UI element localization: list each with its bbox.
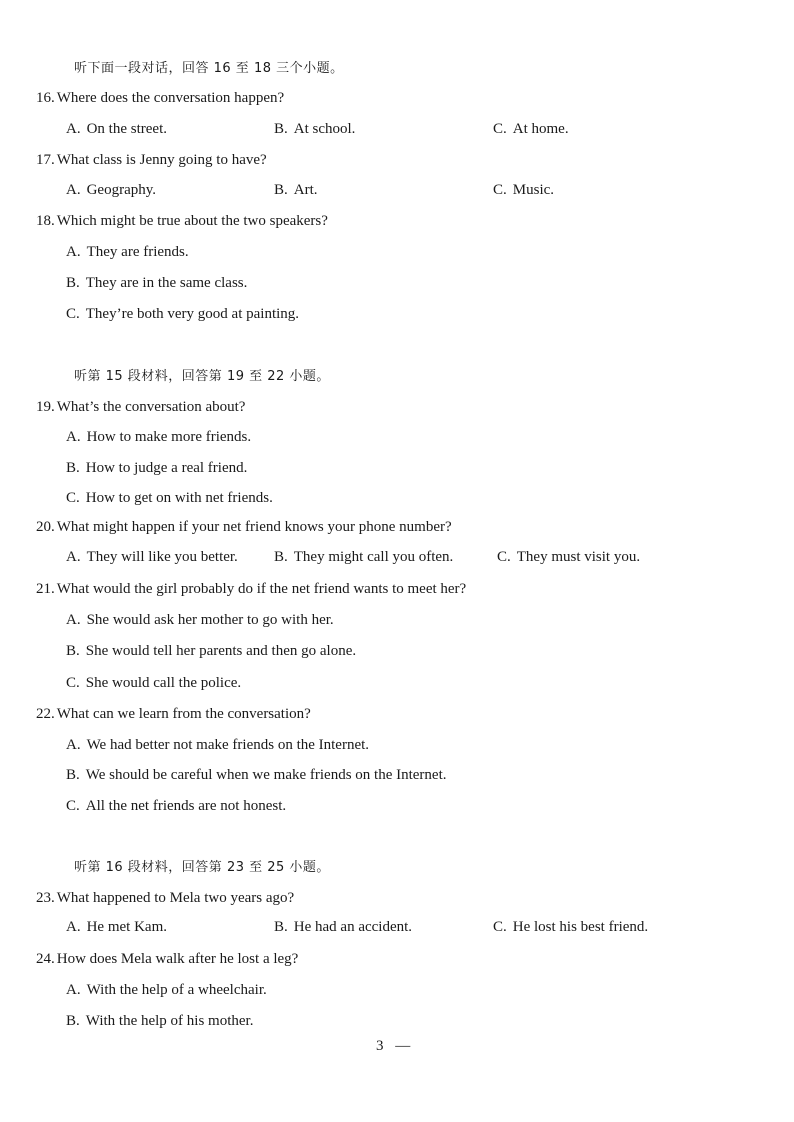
question-text: Where does the conversation happen? [56,90,285,106]
option-23c [493,918,648,936]
option-text: They are in the same class. [85,275,248,291]
question-18 [36,212,328,230]
option-text: All the net friends are not honest. [85,798,287,814]
option-text: She would tell her parents and then go alone. [85,643,357,659]
option-18c [66,305,299,323]
question-number: 19. [36,399,55,415]
option-20a [66,548,238,566]
question-text: How does Mela walk after he lost a leg? [56,951,299,967]
option-text: They’re both very good at painting. [85,306,300,322]
option-text: He had an accident. [293,919,413,935]
option-18b [66,274,247,292]
section-instruction: 听下面一段对话，回答 16 至 18 三个小题。 [74,61,344,76]
option-letter: B. [274,919,288,935]
option-23b [274,918,412,936]
option-letter: B. [274,549,288,565]
option-letter: A. [66,737,81,753]
option-text: She would ask her mother to go with her. [86,612,334,628]
option-21b [66,642,356,660]
option-21a [66,611,334,629]
question-number: 16. [36,90,55,106]
option-23a [66,918,167,936]
option-letter: B. [66,460,80,476]
option-letter: C. [66,675,80,691]
option-17a [66,181,156,199]
option-letter: C. [493,182,507,198]
question-19 [36,398,245,416]
page-footer [376,1038,410,1055]
option-letter: A. [66,982,81,998]
option-18a [66,243,189,261]
question-21 [36,580,466,598]
option-letter: A. [66,121,81,137]
option-letter: A. [66,182,81,198]
option-22c [66,797,286,815]
option-text: They must visit you. [516,549,641,565]
section-instruction: 听第 15 段材料，回答第 19 至 22 小题。 [74,369,330,384]
option-text: On the street. [86,121,167,137]
option-17b [274,181,318,199]
option-text: How to get on with net friends. [85,490,273,506]
option-text: We had better not make friends on the Internet. [86,737,370,753]
option-text: How to judge a real friend. [85,460,248,476]
option-text: He met Kam. [86,919,167,935]
option-text: They are friends. [86,244,189,260]
option-22a [66,736,369,754]
option-letter: A. [66,612,81,628]
question-text: What class is Jenny going to have? [56,152,267,168]
question-22 [36,705,311,723]
question-number: 24. [36,951,55,967]
option-letter: C. [493,121,507,137]
option-20c [497,548,640,566]
question-text: What can we learn from the conversation? [56,706,311,722]
question-20 [36,518,452,536]
option-text: Music. [512,182,555,198]
option-text: She would call the police. [85,675,242,691]
section-instruction: 听第 16 段材料，回答第 23 至 25 小题。 [74,860,330,875]
option-24b [66,1012,253,1030]
option-20b [274,548,453,566]
question-text: What’s the conversation about? [56,399,246,415]
option-text: They might call you often. [293,549,454,565]
question-number: 21. [36,581,55,597]
option-text: He lost his best friend. [512,919,649,935]
option-19b [66,459,247,477]
question-17 [36,151,267,169]
option-letter: A. [66,244,81,260]
option-text: With the help of a wheelchair. [86,982,267,998]
option-text: With the help of his mother. [85,1013,254,1029]
option-letter: C. [497,549,511,565]
option-16a [66,120,167,138]
option-17c [493,181,554,199]
option-letter: C. [66,490,80,506]
page-number: 3 [376,1038,384,1054]
question-number: 17. [36,152,55,168]
question-24 [36,950,298,968]
option-letter: B. [66,275,80,291]
option-letter: C. [66,798,80,814]
option-text: We should be careful when we make friends on the Internet. [85,767,447,783]
option-21c [66,674,241,692]
option-text: At home. [512,121,569,137]
question-text: What would the girl probably do if the net friend wants to meet her? [56,581,467,597]
option-19c [66,489,273,507]
option-text: At school. [293,121,356,137]
option-letter: A. [66,429,81,445]
option-letter: B. [274,121,288,137]
option-letter: B. [66,767,80,783]
option-letter: C. [66,306,80,322]
question-number: 22. [36,706,55,722]
option-letter: B. [66,643,80,659]
option-16b [274,120,355,138]
option-24a [66,981,267,999]
option-19a [66,428,251,446]
option-text: Geography. [86,182,157,198]
question-23 [36,889,294,907]
question-16 [36,89,284,107]
option-letter: A. [66,919,81,935]
question-number: 23. [36,890,55,906]
option-text: Art. [293,182,318,198]
option-text: They will like you better. [86,549,238,565]
option-22b [66,766,447,784]
question-text: What happened to Mela two years ago? [56,890,295,906]
question-text: Which might be true about the two speakers? [56,213,328,229]
page-dash: — [395,1038,411,1054]
option-text: How to make more friends. [86,429,252,445]
option-letter: C. [493,919,507,935]
option-16c [493,120,569,138]
question-number: 18. [36,213,55,229]
question-number: 20. [36,519,55,535]
option-letter: B. [274,182,288,198]
option-letter: A. [66,549,81,565]
option-letter: B. [66,1013,80,1029]
question-text: What might happen if your net friend knows your phone number? [56,519,452,535]
